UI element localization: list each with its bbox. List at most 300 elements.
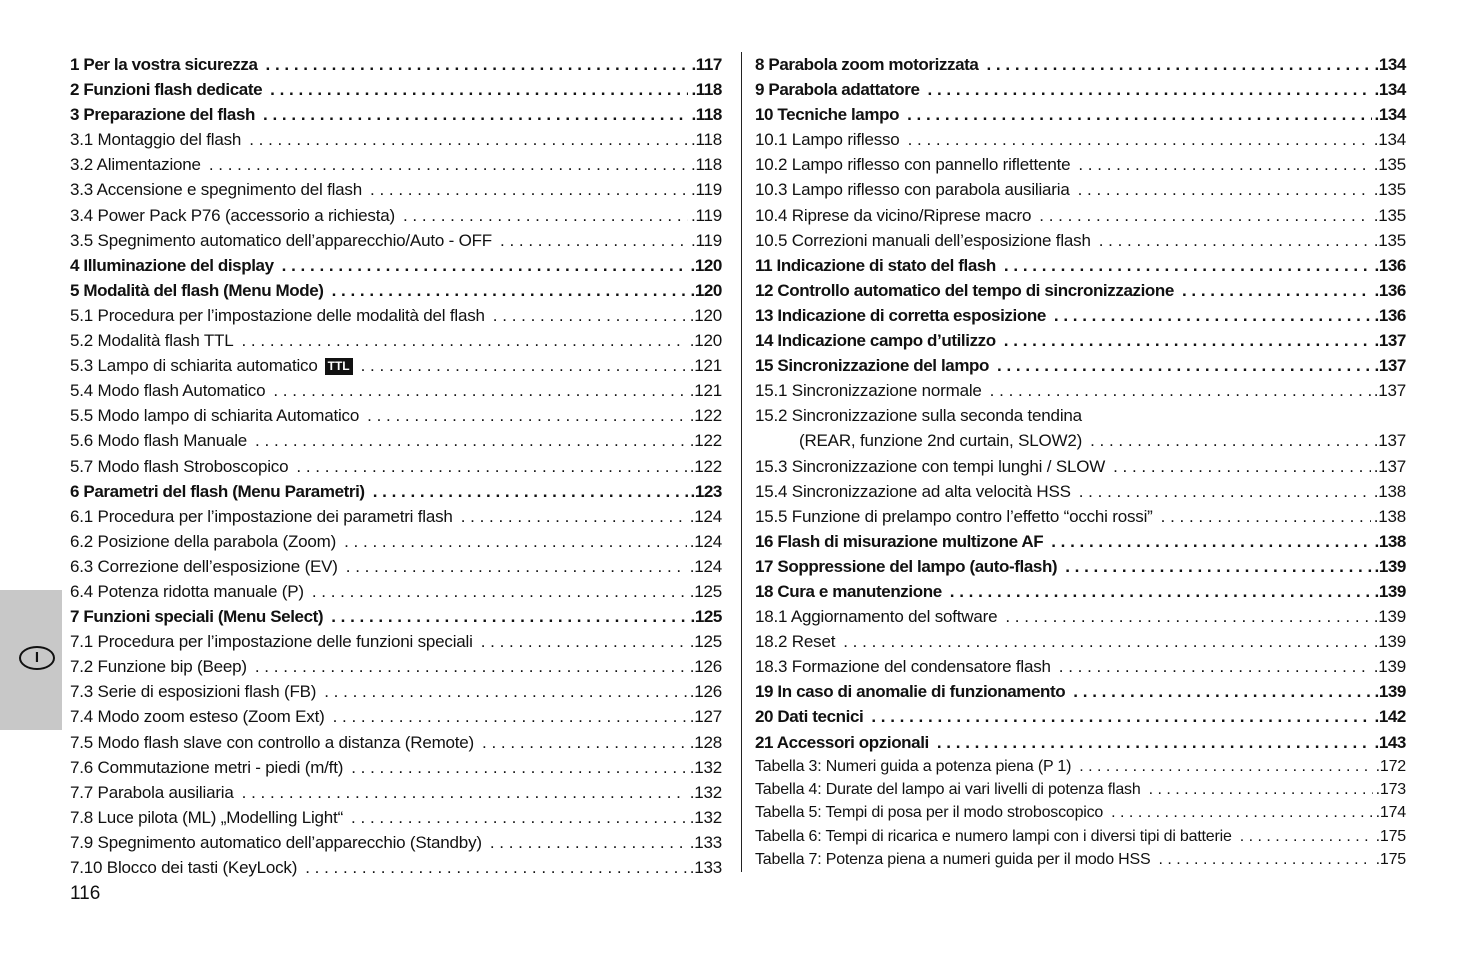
toc-entry-title-text: Tabella 7: Potenza piena a numeri guida per il modo HSS [755,851,1151,869]
toc-entry-title [755,52,978,77]
toc-entry[interactable] [755,303,1406,328]
toc-entry-title [755,253,996,278]
toc-entry-title-text: 6 Parametri del flash (Menu Parametri) [70,481,365,501]
dot-leader [1051,529,1371,549]
toc-entry[interactable] [755,278,1406,303]
toc-entry[interactable] [755,479,1406,504]
dot-leader [266,52,689,72]
toc-entry-title [755,801,1103,824]
toc-entry[interactable] [70,454,722,479]
toc-entry-title-text: 3.1 Montaggio del flash [70,130,242,150]
toc-entry-page: .139 [1374,682,1406,702]
toc-entry-page: .120 [690,280,722,300]
toc-entry-title-text: 5.7 Modo flash Stroboscopico [70,456,289,476]
toc-entry[interactable] [755,228,1406,253]
toc-entry-title [70,805,343,830]
toc-entry-page: .119 [690,205,722,225]
toc-entry-title [70,152,201,177]
toc-entry-title-text: 15.1 Sincronizzazione normale [755,381,982,401]
toc-entry-title [70,203,395,228]
toc-entry-page: .118 [690,130,722,150]
toc-entry-title [755,102,899,127]
toc-entry-title [755,825,1232,848]
toc-entry[interactable] [70,353,722,378]
toc-entry-page: .126 [689,657,722,677]
dot-leader [907,102,1371,122]
toc-entry[interactable] [70,830,722,855]
toc-entry-title-text: 3 Preparazione del flash [70,105,256,125]
toc-entry-title-text: 14 Indicazione campo d’utilizzo [755,331,996,351]
toc-entry-page: .124 [689,506,722,526]
toc-entry-title-text: 5.3 Lampo di schiarita automatico [70,356,318,376]
toc-entry-page: .119 [690,180,722,200]
toc-entry[interactable] [70,403,722,428]
dot-leader [990,378,1371,398]
toc-entry-title [755,203,1031,228]
toc-entry[interactable] [755,730,1406,755]
toc-entry-title [755,77,920,102]
toc-entry-title [70,127,241,152]
toc-entry-title [70,353,353,378]
toc-entry[interactable] [755,353,1406,378]
toc-entry[interactable] [755,328,1406,353]
toc-entry-page: .134 [1374,55,1406,74]
toc-entry[interactable] [755,579,1406,604]
toc-entry-title-text: 15.2 Sincronizzazione sulla seconda tendina [755,406,1082,426]
dot-leader [344,529,687,549]
toc-entry-title [70,253,274,278]
toc-entry-title-text: 19 In caso di anomalie di funzionamento [755,682,1066,702]
dot-leader [282,253,688,273]
toc-entry-title-text: 15 Sincronizzazione del lampo [755,356,990,376]
dot-leader [361,353,687,373]
toc-entry-page: .124 [689,556,722,576]
toc-entry[interactable] [70,755,722,780]
dot-leader [1161,504,1371,524]
toc-entry-title-text: 17 Soppressione del lampo (auto-flash) [755,556,1058,576]
toc-entry-title [755,755,1071,778]
toc-entry-title [70,730,474,755]
toc-entry[interactable] [755,679,1406,704]
toc-entry-title [755,654,1051,679]
toc-entry[interactable] [70,529,722,554]
toc-entry-page: .172 [1375,757,1406,775]
toc-entry-title [70,177,362,202]
dot-leader [1158,848,1372,867]
toc-entry[interactable] [70,504,722,529]
dot-leader [1240,825,1373,844]
toc-entry-title-text: 7.7 Parabola ausiliaria [70,782,234,802]
toc-entry[interactable] [755,825,1406,848]
toc-entry-page: .135 [1373,155,1406,175]
toc-entry-page: .139 [1374,581,1406,601]
toc-entry-page: .138 [1373,506,1406,526]
toc-entry-title-text: Tabella 6: Tempi di ricarica e numero lampi con i diversi tipi di batterie [755,827,1232,845]
toc-entry[interactable] [70,328,722,353]
toc-entry-title-text: 10.3 Lampo riflesso con parabola ausiliaria [755,180,1070,200]
toc-entry-title [70,52,258,77]
toc-entry-page: .121 [689,381,722,401]
toc-entry-page: .126 [689,682,722,702]
toc-entry-title [755,378,982,403]
dot-leader [273,378,686,398]
toc-entry-title [70,378,265,403]
toc-entry-title [70,830,482,855]
toc-entry-page: .139 [1373,632,1406,652]
toc-entry-title [70,454,288,479]
toc-entry-title [755,554,1057,579]
dot-leader [241,328,686,348]
toc-entry[interactable] [70,554,722,579]
toc-entry-title-text: 15.5 Funzione di prelampo contro l’effetto “occhi rossi” [755,506,1153,526]
toc-entry-title [755,704,863,729]
toc-entry[interactable] [70,679,722,704]
toc-entry-page: .118 [690,155,722,175]
toc-entry-title-text: 16 Flash di misurazione multizone AF [755,531,1044,551]
toc-entry-title [70,428,247,453]
toc-entry-title [755,177,1070,202]
dot-leader [312,579,687,599]
toc-entry[interactable] [755,52,1406,77]
toc-entry-title-text: 7.1 Procedura per l’impostazione delle funzioni speciali [70,632,473,652]
dot-leader [986,52,1371,72]
toc-left-column [70,52,722,880]
column-divider [741,52,742,872]
toc-entry[interactable] [70,278,722,303]
toc-entry-page: .137 [1374,331,1406,351]
toc-entry-title-text: 18.1 Aggiornamento del software [755,607,998,627]
dot-leader [1078,177,1371,197]
toc-entry-title-text: 15.3 Sincronizzazione con tempi lunghi / SLOW [755,456,1106,476]
dot-leader [351,755,687,775]
toc-entry-page: .118 [691,105,722,125]
toc-entry[interactable] [70,228,722,253]
toc-entry-page: .139 [1373,657,1406,677]
toc-entry-page: .135 [1373,230,1406,250]
dot-leader [305,855,687,875]
toc-entry[interactable] [70,855,722,880]
toc-entry-title [755,529,1043,554]
dot-leader [1054,303,1372,323]
toc-entry[interactable] [70,604,722,629]
toc-entry[interactable] [755,253,1406,278]
toc-entry-title-text: 3.4 Power Pack P76 (accessorio a richiesta) [70,205,395,225]
toc-entry-page: .134 [1373,130,1406,150]
toc-entry-title-text: 15.4 Sincronizzazione ad alta velocità HSS [755,481,1071,501]
toc-entry[interactable] [755,778,1406,801]
toc-entry[interactable] [755,654,1406,679]
toc-entry-page: .173 [1375,781,1406,799]
dot-leader [928,77,1372,97]
dot-leader [1111,801,1373,820]
dot-leader [500,228,688,248]
toc-entry-page: .139 [1373,607,1406,627]
toc-entry[interactable] [70,780,722,805]
toc-entry-page: .138 [1373,481,1406,501]
toc-entry[interactable] [70,102,722,127]
toc-entry[interactable] [755,755,1406,778]
toc-entry[interactable] [70,203,722,228]
toc-entry-page: .137 [1373,431,1406,451]
toc-entry-title-text: 5.1 Procedura per l’impostazione delle modalità del flash [70,305,485,325]
toc-entry-title-text: 7 Funzioni speciali (Menu Select) [70,607,324,627]
toc-entry-title [755,152,1070,177]
toc-entry-title-text: 8 Parabola zoom motorizzata [755,55,979,74]
toc-entry[interactable] [70,52,722,77]
toc-entry-title-text: 18.2 Reset [755,632,836,652]
toc-entry-title [755,454,1105,479]
toc-entry-page: .136 [1374,280,1406,300]
toc-entry-page: .134 [1374,80,1406,100]
toc-entry-title [70,579,304,604]
toc-entry[interactable] [70,428,722,453]
toc-entry-title-text: 7.2 Funzione bip (Beep) [70,657,247,677]
toc-entry-title [70,855,297,880]
toc-entry-title-text: 18.3 Formazione del condensatore flash [755,657,1051,677]
toc-entry-title [70,604,323,629]
toc-entry-page: .122 [689,456,722,476]
toc-entry-title-text: 10.4 Riprese da vicino/Riprese macro [755,205,1032,225]
dot-leader [908,127,1371,147]
toc-entry-title [755,479,1071,504]
dot-leader [997,353,1371,373]
toc-entry-title-text: 7.5 Modo flash slave con controllo a distanza (Remote) [70,732,475,752]
toc-entry[interactable] [755,848,1406,871]
toc-entry[interactable] [70,152,722,177]
toc-entry-title-text: 7.10 Blocco dei tasti (KeyLock) [70,858,298,877]
toc-entry-title-text: Tabella 4: Durate del lampo ai vari livelli di potenza flash [755,781,1141,799]
toc-entry-title [755,679,1065,704]
toc-entry-page: .137 [1374,356,1406,376]
toc-entry-page: .175 [1375,851,1406,869]
toc-entry-title [755,629,835,654]
toc-entry[interactable] [70,253,722,278]
dot-leader [367,403,687,423]
toc-entry[interactable] [70,654,722,679]
toc-entry-title-text: 3.5 Spegnimento automatico dell’apparecchio/Auto - OFF [70,230,492,250]
toc-entry-title-text: 20 Dati tecnici [755,707,864,727]
toc-entry-title [755,303,1046,328]
toc-entry-page: .143 [1374,732,1406,752]
toc-entry-title [70,102,255,127]
toc-entry-page: .128 [689,732,722,752]
toc-entry[interactable] [70,303,722,328]
toc-entry-title-text: Tabella 5: Tempi di posa per il modo stroboscopico [755,804,1104,822]
toc-entry-title-text: 1 Per la vostra sicurezza [70,55,258,74]
toc-entry[interactable] [755,554,1406,579]
dot-leader [482,730,687,750]
toc-entry-title-text: 5.5 Modo lampo di schiarita Automatico [70,406,360,426]
dot-leader [263,102,688,122]
dot-leader [333,704,687,724]
toc-entry-title [70,629,473,654]
dot-leader [331,604,687,624]
toc-entry-page: .135 [1373,180,1406,200]
toc-entry[interactable] [70,730,722,755]
toc-entry-title-text: 7.4 Modo zoom esteso (Zoom Ext) [70,707,325,727]
toc-entry[interactable] [755,403,1406,428]
toc-entry-page: .136 [1374,305,1406,325]
toc-entry-page: .137 [1373,456,1406,476]
dot-leader [1039,203,1370,223]
dot-leader [1059,654,1371,674]
toc-entry-title [755,778,1141,801]
toc-entry-title [755,278,1174,303]
toc-entry-title-text: 13 Indicazione di corretta esposizione [755,305,1046,325]
dot-leader [937,730,1372,750]
toc-entry-title [70,479,365,504]
toc-entry-title [755,604,997,629]
dot-leader [1065,554,1371,574]
toc-entry-title-text: 18 Cura e manutenzione [755,581,942,601]
dot-leader [1149,778,1373,797]
toc-entry-page: .137 [1373,381,1406,401]
toc-entry-title-text: 3.2 Alimentazione [70,155,201,175]
toc-entry-title-text: 10.1 Lampo riflesso [755,130,900,150]
toc-entry-page: .120 [689,331,722,351]
toc-entry[interactable] [70,704,722,729]
toc-entry-page: .135 [1373,205,1406,225]
toc-entry[interactable] [70,805,722,830]
toc-entry-title [70,755,343,780]
toc-entry-page: .125 [689,581,722,601]
toc-entry-title [70,77,262,102]
dot-leader [1090,428,1371,448]
toc-entry-title [755,730,929,755]
dot-leader [481,629,687,649]
dot-leader [1113,454,1371,474]
dot-leader [255,428,687,448]
toc-entry-title-text: 2 Funzioni flash dedicate [70,80,263,100]
toc-entry[interactable] [70,77,722,102]
dot-leader [324,679,686,699]
dot-leader [1004,253,1372,273]
toc-entry[interactable] [70,629,722,654]
dot-leader [493,303,687,323]
toc-entry-title [755,328,996,353]
toc-entry-title [70,504,453,529]
dot-leader [871,704,1371,724]
dot-leader [255,654,687,674]
toc-entry-title-text: 10.5 Correzioni manuali dell’esposizione flash [755,230,1091,250]
dot-leader [1079,755,1372,774]
toc-entry-title [70,303,485,328]
dot-leader [461,504,687,524]
toc-entry[interactable] [755,428,1406,453]
toc-entry[interactable] [755,704,1406,729]
toc-entry-page: .134 [1374,105,1406,125]
toc-entry-title [70,654,247,679]
toc-entry[interactable] [755,529,1406,554]
ttl-badge: TTL [325,358,353,375]
toc-entry-page: .122 [689,431,722,451]
toc-entry-title-text: 6.2 Posizione della parabola (Zoom) [70,531,337,551]
toc-entry-title [70,704,325,729]
toc-entry[interactable] [755,102,1406,127]
dot-leader [242,780,687,800]
dot-leader [403,203,688,223]
toc-entry[interactable] [755,454,1406,479]
toc-entry[interactable] [70,177,722,202]
toc-entry-title-text: 21 Accessori opzionali [755,732,929,752]
toc-entry[interactable] [70,378,722,403]
toc-entry-page: .119 [690,230,722,250]
toc-entry-title-text: 6.4 Potenza ridotta manuale (P) [70,581,304,601]
toc-entry-page: .174 [1375,804,1406,822]
toc-entry-title-text: 4 Illuminazione del display [70,255,274,275]
toc-entry-page: .133 [689,858,722,877]
toc-entry-title-text: 7.3 Serie di esposizioni flash (FB) [70,682,317,702]
toc-entry-title-text: (REAR, funzione 2nd curtain, SLOW2) [799,431,1083,451]
dot-leader [1078,152,1370,172]
toc-entry-title [70,403,359,428]
toc-entry[interactable] [755,127,1406,152]
toc-entry-title-text: 5 Modalità del flash (Menu Mode) [70,280,324,300]
toc-entry-title [70,529,336,554]
toc-entry-title [70,278,324,303]
toc-entry[interactable] [755,629,1406,654]
toc-entry-page: .118 [691,80,722,100]
dot-leader [209,152,688,172]
toc-entry-title [755,848,1150,871]
toc-entry-page: .123 [690,481,722,501]
toc-entry[interactable] [755,801,1406,824]
toc-entry-page: .142 [1374,707,1406,727]
toc-entry-page: .125 [690,607,722,627]
toc-entry[interactable] [70,127,722,152]
toc-entry-title-text: 6.1 Procedura per l’impostazione dei parametri flash [70,506,453,526]
toc-entry[interactable] [755,604,1406,629]
toc-entry-page: .121 [689,356,722,376]
toc-entry-title [70,554,338,579]
toc-entry[interactable] [70,479,722,504]
toc-entry-title-text: 5.6 Modo flash Manuale [70,431,248,451]
toc-entry-title-text: 11 Indicazione di stato del flash [755,255,996,275]
toc-entry-title [755,228,1091,253]
toc-entry-title [755,579,942,604]
toc-right-column [755,52,1406,872]
dot-leader [332,278,688,298]
toc-entry-page: .133 [689,832,722,852]
dot-leader [1182,278,1372,298]
toc-entry-page: .120 [689,305,722,325]
toc-entry-title-text: 7.6 Commutazione metri - piedi (m/ft) [70,757,344,777]
toc-entry[interactable] [755,152,1406,177]
dot-leader [1079,479,1371,499]
dot-leader [843,629,1370,649]
toc-entry-page: .139 [1374,556,1406,576]
dot-leader [249,127,688,147]
toc-entry-title-text: Tabella 3: Numeri guida a potenza piena (P 1) [755,757,1072,775]
toc-entry-title [70,328,233,353]
dot-leader [1005,604,1370,624]
toc-entry[interactable] [755,504,1406,529]
dot-leader [370,177,688,197]
toc-entry-page: .138 [1374,531,1406,551]
toc-entry[interactable] [755,203,1406,228]
toc-entry-title-text: 7.8 Luce pilota (ML) „Modelling Light“ [70,807,344,827]
toc-entry[interactable] [755,77,1406,102]
dot-leader [950,579,1372,599]
dot-leader [1073,679,1371,699]
dot-leader [270,77,688,97]
toc-entry-title [755,127,900,152]
toc-entry[interactable] [755,177,1406,202]
toc-entry[interactable] [755,378,1406,403]
language-indicator: I [19,646,55,670]
toc-entry[interactable] [70,579,722,604]
toc-entry-title-text: 5.2 Modalità flash TTL [70,331,234,351]
